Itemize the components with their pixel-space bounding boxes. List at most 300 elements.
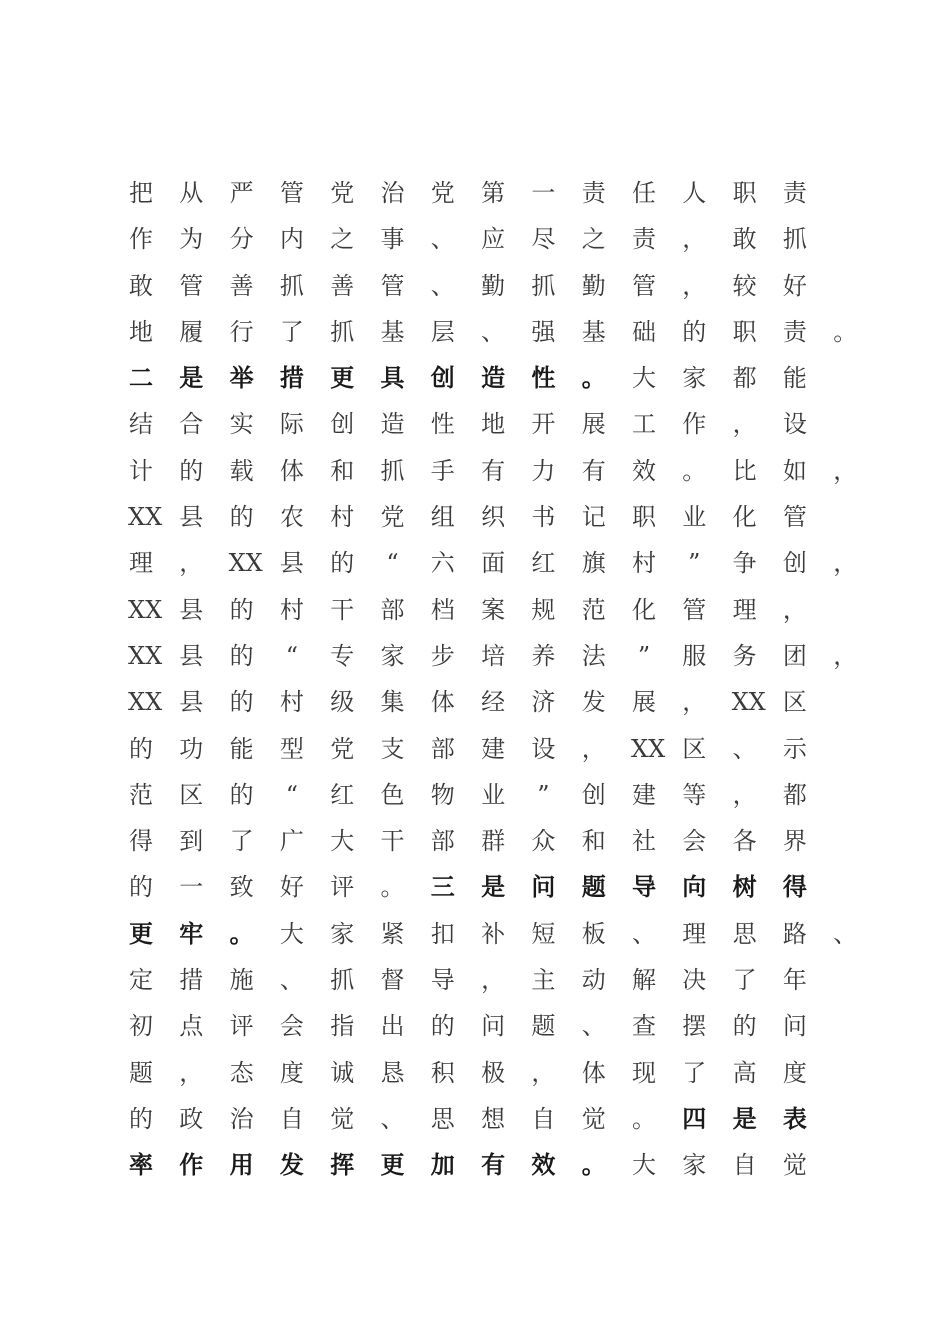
text-char: 会 xyxy=(682,827,707,856)
text-char: 的 xyxy=(229,595,254,624)
text-char: 比 xyxy=(732,456,757,485)
text-char: 抓 xyxy=(330,966,355,995)
text-line xyxy=(128,401,928,447)
bold-heading-char: 更 xyxy=(380,1150,405,1180)
text-char: 行 xyxy=(229,317,254,346)
text-char: 的 xyxy=(129,1104,153,1133)
text-char: 履 xyxy=(179,317,204,346)
text-char: 的 xyxy=(229,503,254,532)
text-char: 施 xyxy=(229,966,254,995)
text-char: 面 xyxy=(481,549,506,578)
text-char: 作 xyxy=(129,225,153,254)
text-char: 责 xyxy=(782,317,807,346)
text-char: 和 xyxy=(330,456,355,485)
text-char: 层 xyxy=(430,317,455,346)
text-char: 旗 xyxy=(581,549,606,578)
text-char: 载 xyxy=(229,456,254,485)
text-char: 县 xyxy=(179,688,204,717)
text-char: 力 xyxy=(531,456,556,485)
text-char: 村 xyxy=(279,595,304,624)
text-char: 管 xyxy=(279,179,304,207)
text-char: 致 xyxy=(229,873,254,902)
text-char: 界 xyxy=(782,827,807,856)
bold-heading-char: 率 xyxy=(129,1150,153,1180)
bold-heading-char: 导 xyxy=(632,872,656,902)
text-char: 。 xyxy=(380,873,405,902)
text-char: 措 xyxy=(179,966,204,995)
text-char: 党 xyxy=(380,503,405,532)
text-char: 职 xyxy=(732,317,757,346)
bold-heading-char: 有 xyxy=(481,1150,506,1180)
bold-heading-char: 具 xyxy=(380,363,405,393)
text-char: 社 xyxy=(632,827,656,856)
text-char: 极 xyxy=(481,1058,506,1087)
bold-heading-char: 表 xyxy=(782,1103,807,1133)
text-char: 区 xyxy=(782,688,807,717)
text-char: 的 xyxy=(129,873,153,902)
text-char: 都 xyxy=(732,364,757,393)
bold-heading-char: 效 xyxy=(531,1150,556,1180)
text-char: 度 xyxy=(782,1058,807,1087)
text-char: 的 xyxy=(732,1012,757,1041)
text-char: ， xyxy=(531,1058,556,1087)
text-char: 查 xyxy=(632,1012,656,1041)
text-char: 型 xyxy=(279,734,304,763)
text-char: 、 xyxy=(632,919,656,948)
text-char: 基 xyxy=(581,317,606,346)
text-char: 了 xyxy=(229,827,254,856)
text-char: 家 xyxy=(682,1151,707,1180)
text-char: 内 xyxy=(279,225,304,254)
text-char: 记 xyxy=(581,503,606,532)
text-line xyxy=(128,957,928,1003)
text-char: 服 xyxy=(682,641,707,670)
bold-heading-char: 是 xyxy=(481,872,506,902)
text-char: 工 xyxy=(632,410,656,439)
text-char: 家 xyxy=(380,641,405,670)
text-char: 书 xyxy=(531,503,556,532)
text-char: 众 xyxy=(531,827,556,856)
text-char: 地 xyxy=(129,317,153,346)
text-char: 争 xyxy=(732,549,757,578)
text-char: XX xyxy=(128,641,163,670)
text-char: 第 xyxy=(481,179,506,207)
bold-heading-char: 举 xyxy=(229,363,254,393)
text-char: 建 xyxy=(632,780,656,809)
text-char: 的 xyxy=(129,734,153,763)
text-char: 路 xyxy=(782,919,807,948)
text-char: 范 xyxy=(129,780,153,809)
text-char: 治 xyxy=(380,179,405,207)
text-char: 实 xyxy=(229,410,254,439)
text-char: 年 xyxy=(782,966,807,995)
text-char: 化 xyxy=(632,595,656,624)
text-char: ， xyxy=(732,780,757,809)
text-char: 职 xyxy=(632,503,656,532)
text-char: 展 xyxy=(632,688,656,717)
text-line xyxy=(128,494,928,540)
text-char: 展 xyxy=(581,410,606,439)
text-char: 政 xyxy=(179,1104,204,1133)
text-line xyxy=(128,633,928,679)
bold-heading-char: 牢 xyxy=(179,918,204,948)
text-char: 题 xyxy=(129,1058,153,1087)
text-char: 县 xyxy=(179,503,204,532)
text-char: “ xyxy=(285,641,299,670)
text-char: 集 xyxy=(380,688,405,717)
text-char: 。 xyxy=(833,317,858,346)
text-char: 。 xyxy=(682,456,707,485)
text-line xyxy=(128,679,928,725)
text-char: 善 xyxy=(330,271,355,300)
text-char: 的 xyxy=(330,549,355,578)
text-char: 业 xyxy=(481,780,506,809)
bold-heading-char: 题 xyxy=(581,872,606,902)
text-char: 广 xyxy=(279,827,304,856)
text-char: 恳 xyxy=(380,1058,405,1087)
text-char: 、 xyxy=(481,317,506,346)
text-char: 觉 xyxy=(782,1151,807,1180)
text-char: 手 xyxy=(430,456,455,485)
text-char: 思 xyxy=(732,919,757,948)
text-char: 、 xyxy=(380,1104,405,1133)
text-char: 强 xyxy=(531,317,556,346)
text-char: 抓 xyxy=(531,271,556,300)
text-line xyxy=(128,587,928,633)
text-char: 勤 xyxy=(481,271,506,300)
text-char: 农 xyxy=(279,503,304,532)
text-char: 化 xyxy=(732,503,757,532)
text-char: 红 xyxy=(330,780,355,809)
text-char: 设 xyxy=(782,410,807,439)
text-char: 为 xyxy=(179,225,204,254)
text-char: 勤 xyxy=(581,271,606,300)
text-char: XX xyxy=(631,734,666,763)
text-char: 理 xyxy=(732,595,757,624)
text-char: 短 xyxy=(531,919,556,948)
text-char: 群 xyxy=(481,827,506,856)
text-char: 人 xyxy=(682,179,707,207)
text-char: 计 xyxy=(129,456,153,485)
text-char: 的 xyxy=(430,1012,455,1041)
text-char: 步 xyxy=(430,641,455,670)
text-char: 了 xyxy=(732,966,757,995)
text-char: 如 xyxy=(782,456,807,485)
text-char: 济 xyxy=(531,688,556,717)
text-char: 各 xyxy=(732,827,757,856)
text-char: 部 xyxy=(430,827,455,856)
bold-heading-char: 创 xyxy=(430,363,455,393)
text-char: 思 xyxy=(430,1104,455,1133)
text-char: 有 xyxy=(581,456,606,485)
text-char: 的 xyxy=(682,317,707,346)
text-char: 度 xyxy=(279,1058,304,1087)
text-char: 养 xyxy=(531,641,556,670)
text-char: 经 xyxy=(481,688,506,717)
text-char: 觉 xyxy=(330,1104,355,1133)
text-char: 评 xyxy=(330,873,355,902)
text-char: 敢 xyxy=(129,271,153,300)
text-char: 动 xyxy=(581,966,606,995)
text-line xyxy=(128,355,928,401)
text-char: 解 xyxy=(632,966,656,995)
text-char: 和 xyxy=(581,827,606,856)
text-char: 村 xyxy=(632,549,656,578)
text-char: 县 xyxy=(179,595,204,624)
bold-heading-char: 。 xyxy=(581,1150,606,1180)
text-line xyxy=(128,1096,928,1142)
bold-heading-char: 更 xyxy=(129,918,153,948)
text-line xyxy=(128,1050,928,1096)
text-char: 体 xyxy=(279,456,304,485)
text-char: 、 xyxy=(279,966,304,995)
text-char: 自 xyxy=(531,1104,556,1133)
text-char: 村 xyxy=(330,503,355,532)
bold-heading-char: 措 xyxy=(279,363,304,393)
bold-heading-char: 造 xyxy=(481,363,506,393)
text-char: 应 xyxy=(481,225,506,254)
text-char: 组 xyxy=(430,503,455,532)
text-char: 补 xyxy=(481,919,506,948)
text-char: 题 xyxy=(531,1012,556,1041)
text-char: 觉 xyxy=(581,1104,606,1133)
text-char: 想 xyxy=(481,1104,506,1133)
text-char: XX xyxy=(128,688,163,717)
text-char: 问 xyxy=(481,1012,506,1041)
text-char: 织 xyxy=(481,503,506,532)
text-char: ” xyxy=(688,549,701,578)
text-char: 合 xyxy=(179,410,204,439)
bold-heading-char: 三 xyxy=(430,872,455,902)
text-char: 板 xyxy=(581,919,606,948)
text-char: XX xyxy=(128,595,163,624)
text-char: 红 xyxy=(531,549,556,578)
text-char: 任 xyxy=(632,179,656,207)
text-char: 责 xyxy=(782,179,807,207)
text-char: 治 xyxy=(229,1104,254,1133)
text-char: 有 xyxy=(481,456,506,485)
text-char: 培 xyxy=(481,641,506,670)
text-char: 建 xyxy=(481,734,506,763)
text-char: 部 xyxy=(380,595,405,624)
text-char: ， xyxy=(732,410,757,439)
text-char: 、 xyxy=(581,1012,606,1041)
text-char: 的 xyxy=(229,641,254,670)
text-char: 导 xyxy=(430,966,455,995)
bold-heading-char: 用 xyxy=(229,1150,254,1180)
text-char: 指 xyxy=(330,1012,355,1041)
text-char: 了 xyxy=(279,317,304,346)
text-line xyxy=(128,216,928,262)
text-char: 业 xyxy=(682,503,707,532)
text-char: 敢 xyxy=(732,225,757,254)
text-char: 问 xyxy=(782,1012,807,1041)
text-char: 之 xyxy=(581,225,606,254)
bold-heading-char: 四 xyxy=(682,1103,707,1133)
text-char: 积 xyxy=(430,1058,455,1087)
text-char: 干 xyxy=(330,595,355,624)
text-char: 大 xyxy=(330,827,355,856)
text-char: 出 xyxy=(380,1012,405,1041)
text-char: 示 xyxy=(782,734,807,763)
text-char: 的 xyxy=(229,688,254,717)
text-char: 大 xyxy=(632,364,656,393)
text-char: 、 xyxy=(430,225,455,254)
bold-heading-char: 树 xyxy=(732,872,757,902)
text-char: 严 xyxy=(229,179,254,207)
text-char: 基 xyxy=(380,317,405,346)
text-char: 一 xyxy=(531,179,556,207)
text-char: 管 xyxy=(682,595,707,624)
bold-heading-char: 。 xyxy=(229,918,254,948)
text-char: 团 xyxy=(782,641,807,670)
text-char: 性 xyxy=(430,410,455,439)
text-char: 发 xyxy=(581,688,606,717)
text-char: 区 xyxy=(179,780,204,809)
text-char: 理 xyxy=(129,549,153,578)
text-line xyxy=(128,1142,928,1188)
text-char: 档 xyxy=(430,595,455,624)
bold-heading-char: 作 xyxy=(179,1150,204,1180)
text-char: 管 xyxy=(782,503,807,532)
text-char: 县 xyxy=(179,641,204,670)
text-char: 态 xyxy=(229,1058,254,1087)
text-char: 抓 xyxy=(782,225,807,254)
text-char: 评 xyxy=(229,1012,254,1041)
text-line xyxy=(128,1003,928,1049)
text-char: 职 xyxy=(732,179,757,207)
text-char: 好 xyxy=(782,271,807,300)
text-char: 专 xyxy=(330,641,355,670)
text-line xyxy=(128,309,928,355)
bold-heading-char: 得 xyxy=(782,872,807,902)
text-char: 把 xyxy=(129,179,153,207)
text-char: 地 xyxy=(481,410,506,439)
text-char: ， xyxy=(581,734,606,763)
text-char: XX xyxy=(228,549,263,578)
text-char: 自 xyxy=(279,1104,304,1133)
text-char: ” xyxy=(637,641,651,670)
text-char: 法 xyxy=(581,641,606,670)
text-char: 理 xyxy=(682,919,707,948)
text-char: 创 xyxy=(581,780,606,809)
text-char: 县 xyxy=(279,549,304,578)
text-char: 部 xyxy=(430,734,455,763)
text-char: 决 xyxy=(682,966,707,995)
text-char: 级 xyxy=(330,688,355,717)
text-char: 主 xyxy=(531,966,556,995)
text-char: 党 xyxy=(430,179,455,207)
bold-heading-char: 加 xyxy=(430,1150,455,1180)
text-char: 创 xyxy=(330,410,355,439)
text-char: 创 xyxy=(782,549,807,578)
text-char: 际 xyxy=(279,410,304,439)
text-char: 诚 xyxy=(330,1058,355,1087)
text-char: 好 xyxy=(279,873,304,902)
text-char: 抓 xyxy=(279,271,304,300)
text-line xyxy=(128,818,928,864)
text-char: 得 xyxy=(129,827,153,856)
text-char: XX xyxy=(731,688,766,717)
text-char: ， xyxy=(179,549,204,578)
text-char: 、 xyxy=(732,734,757,763)
text-line xyxy=(128,911,928,957)
text-char: 村 xyxy=(279,688,304,717)
text-char: 党 xyxy=(330,734,355,763)
text-char: 管 xyxy=(380,271,405,300)
text-char: 了 xyxy=(682,1058,707,1087)
text-char: 能 xyxy=(229,734,254,763)
text-char: 干 xyxy=(380,827,405,856)
text-char: 体 xyxy=(581,1058,606,1087)
text-char: 体 xyxy=(430,688,455,717)
text-char: 摆 xyxy=(682,1012,707,1041)
text-char: 都 xyxy=(782,780,807,809)
text-char: 善 xyxy=(229,271,254,300)
text-char: 初 xyxy=(129,1012,153,1041)
document-body xyxy=(128,170,928,1189)
text-char: 大 xyxy=(632,1151,656,1180)
text-char: 从 xyxy=(179,179,204,207)
text-char: 效 xyxy=(632,456,656,485)
bold-heading-char: 向 xyxy=(682,872,707,902)
text-char: 的 xyxy=(179,456,204,485)
text-char: 管 xyxy=(179,271,204,300)
text-char: 家 xyxy=(682,364,707,393)
bold-heading-char: 是 xyxy=(732,1103,757,1133)
text-char: 抓 xyxy=(380,456,405,485)
text-char: 分 xyxy=(229,225,254,254)
text-char: 一 xyxy=(179,873,204,902)
text-char: 定 xyxy=(129,966,153,995)
text-line xyxy=(128,170,928,216)
text-char: 家 xyxy=(330,919,355,948)
text-char: 大 xyxy=(279,919,304,948)
text-char: XX xyxy=(128,503,163,532)
text-char: 扣 xyxy=(430,919,455,948)
text-line xyxy=(128,726,928,772)
text-char: 之 xyxy=(330,225,355,254)
text-char: 尽 xyxy=(531,225,556,254)
text-char: 案 xyxy=(481,595,506,624)
text-char: 范 xyxy=(581,595,606,624)
text-char: 的 xyxy=(229,780,254,809)
text-char: 色 xyxy=(380,780,405,809)
text-char: “ xyxy=(386,549,399,578)
text-char: 责 xyxy=(632,225,656,254)
text-char: ， xyxy=(833,641,858,670)
text-char: 责 xyxy=(581,179,606,207)
text-char: 抓 xyxy=(330,317,355,346)
text-char: 现 xyxy=(632,1058,656,1087)
text-char: “ xyxy=(285,780,299,809)
text-char: 紧 xyxy=(380,919,405,948)
text-char: 事 xyxy=(380,225,405,254)
text-char: ， xyxy=(782,595,807,624)
text-line xyxy=(128,263,928,309)
text-char: 高 xyxy=(732,1058,757,1087)
text-char: ， xyxy=(179,1058,204,1087)
text-char: 设 xyxy=(531,734,556,763)
text-line xyxy=(128,864,928,910)
text-char: 六 xyxy=(430,549,455,578)
text-char: 物 xyxy=(430,780,455,809)
text-char: ” xyxy=(537,780,550,809)
text-char: 支 xyxy=(380,734,405,763)
text-char: 自 xyxy=(732,1151,757,1180)
text-char: 到 xyxy=(179,827,204,856)
text-line xyxy=(128,448,928,494)
